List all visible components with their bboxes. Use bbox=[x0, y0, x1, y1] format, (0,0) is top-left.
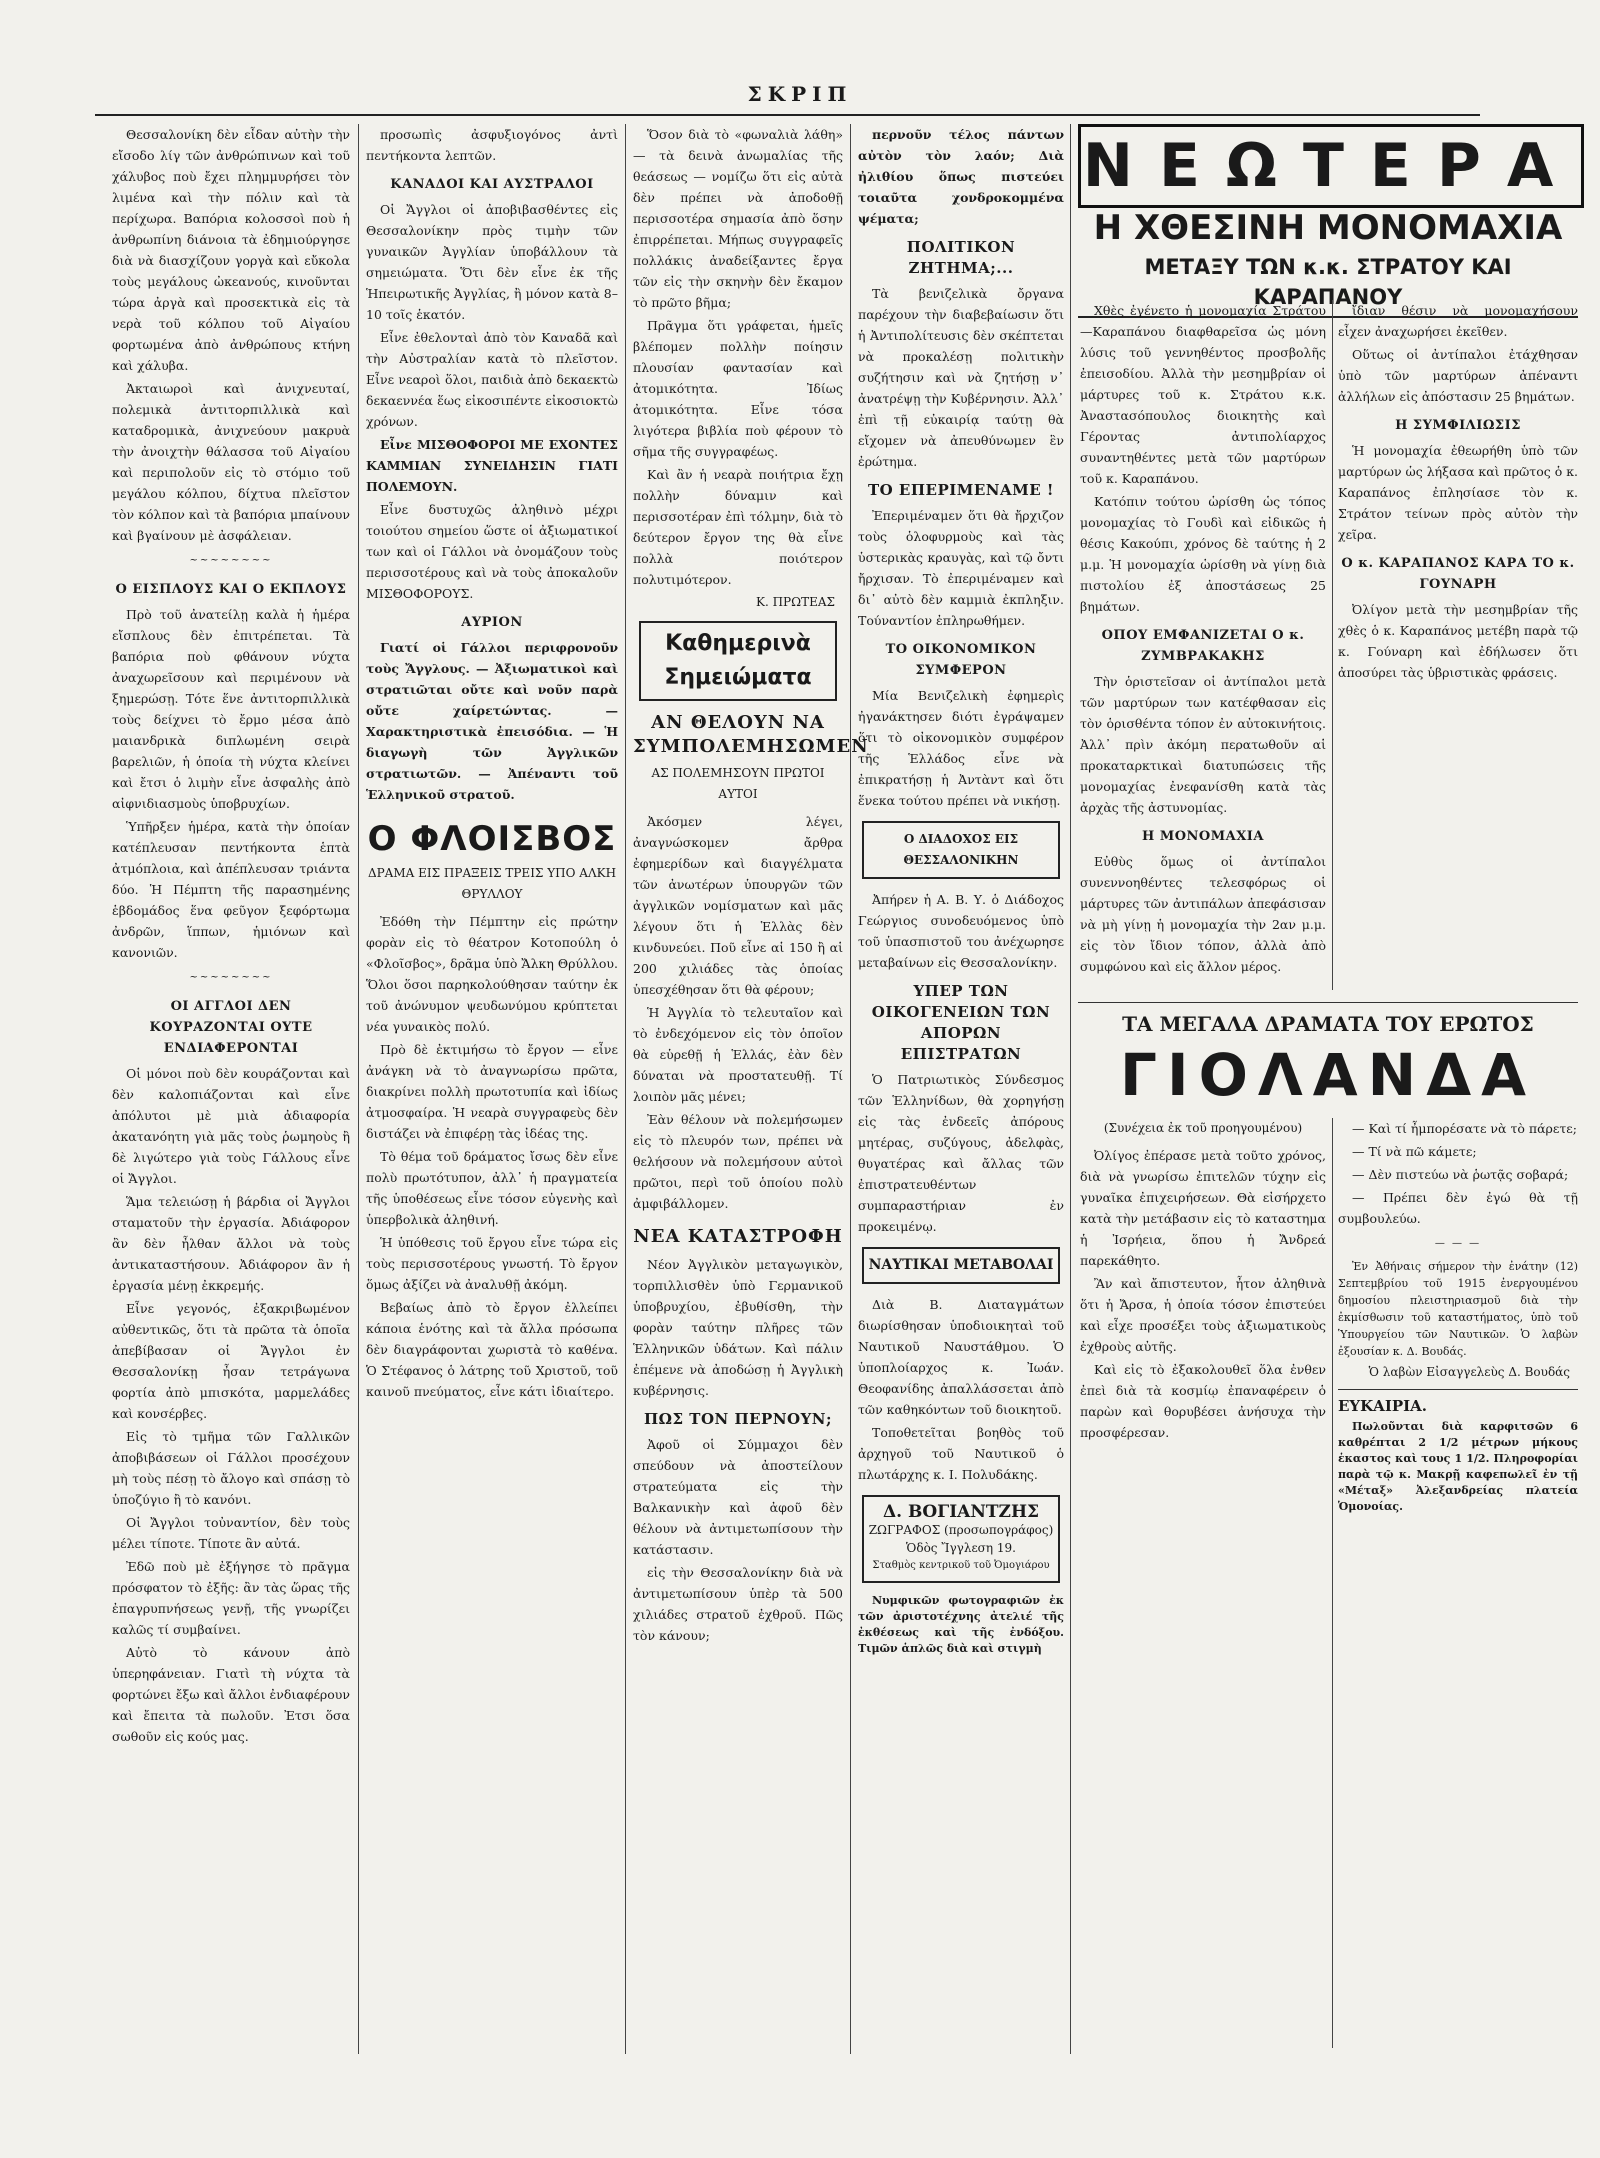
article-paragraph: Αὐτὸ τὸ κάνουν ἀπὸ ὑπερηφάνειαν. Γιατὶ τὴ νύχτα τὰ φορτώνει ἔξω καὶ ἄλλοι ἐνδιαφέρουν καὶ ἔπειτα τὰ πωλοῦν. Ἐτσι ὅσα σωθοῦν εἰς κούς μας. bbox=[112, 1645, 350, 1744]
section-heading: Η ΜΟΝΟΜΑΧΙΑ bbox=[1142, 829, 1264, 844]
article-paragraph: Νέον Ἀγγλικὸν μεταγωγικὸν, τορπιλλισθὲν ὑπὸ Γερμανικοῦ ὑποβρυχίου, ἐβυθίσθη, τὴν φορὰν ταύτην πλῆρες τῶν Ἑλληνικῶν ὑδάτων. Καὶ πάλιν ἐπέμενε νὰ ἀποδώσῃ ἡ Ἀγγλικὴ κυβέρνησις. bbox=[633, 1257, 843, 1398]
article-paragraph: Ἀκταιωροὶ καὶ ἀνιχνευταί, πολεμικὰ ἀντιτορπιλλικὰ καὶ καταδρομικὰ, ἀνιχνεύουν μακρυὰ τὴν ἀνοιχτὴν θάλασσα τοῦ Αἰγαίου καὶ περιπολοῦν εἰς τὸ στόμιο τοῦ μεγάλου κόλπου, δίχτυα πλεῖστον τὸν κόλπον καὶ τὰ βαπόρια μπαίνουν καὶ βγαίνουν μὲ ἀσφάλειαν. bbox=[112, 381, 350, 543]
article-paragraph: Οἱ μόνοι ποὺ δὲν κουράζονται καὶ δὲν καλοπιάζονται καὶ εἶνε ἀπόλυτοι μὲ μιὰ ἀδιαφορία ἀκατανόητη γιὰ μᾶς τοὺς ῥωμηοὺς ἢ δὲ λιγώτερο γιὰ τοὺς Γάλλους εἶνε οἱ Ἄγγλοι. bbox=[112, 1066, 350, 1186]
section-rule bbox=[1338, 1389, 1578, 1390]
section-subhead: ΑΣ ΠΟΛΕΜΗΣΟΥΝ ΠΡΩΤΟΙ ΑΥΤΟΙ bbox=[651, 766, 825, 801]
dialogue-line: — Δὲν πιστεύω νὰ ῥωτᾷς σοβαρά; bbox=[1352, 1167, 1569, 1182]
article-paragraph: Ἐπεριμέναμεν ὅτι θὰ ἤρχιζον τοὺς ὁλοφυρμοὺς καὶ τὰς ὑστερικὰς κραυγὰς, καὶ τῷ ὄντι ἤρχισαν. Τὸ ἐπεριμέναμεν καὶ δι᾽ αὐτὸ δὲν καμμιὰ ἐκπληξιν. Τούναντίον ἐπληρωθήμεν. bbox=[858, 508, 1064, 628]
article-paragraph: Μία Βενιζελικὴ ἐφημερὶς ἠγανάκτησεν διότι ἐγράψαμεν ὅτι τὸ οἰκονομικὸν συμφέρον τῆς Ἑλλάδος εἶνε νὰ ἐπικρατήσῃ ἡ Ἀντὰντ καὶ ὅτι ἕνεκα τούτου πρέπει νὰ νικήσῃ. bbox=[858, 688, 1064, 808]
column-3 bbox=[633, 124, 869, 2054]
article-paragraph: Χθὲς ἐγένετο ἡ μονομαχία Στράτου—Καραπάνου διαφθαρεῖσα ὡς μόνη λύσις τοῦ γεννηθέντος προσβολῆς ἐπεισοδίου. Ἀλλὰ τὴν μεσημβρίαν οἱ μάρτυρες τοῦ κ. Στράτου κ.κ. Ἀναστασόπουλος διοικητὴς καὶ Γέροντας ἀντιπολίαρχος συναντηθέντες μετὰ τῶν μαρτύρων τοῦ κ. Καραπάνου. bbox=[1080, 303, 1326, 486]
masthead-rule bbox=[95, 114, 1480, 116]
article-paragraph: προσωπὶς ἀσφυξιογόνος ἀντὶ πεντήκοντα λεπτῶν. bbox=[366, 127, 618, 163]
section-heading: ΤΟ ΟΙΚΟΝΟΜΙΚΟΝ ΣΥΜΦΕΡΟΝ bbox=[885, 642, 1037, 678]
notice-signature: Ὁ λαβὼν Εἰσαγγελεὺς Δ. Βουδάς bbox=[1368, 1365, 1570, 1379]
section-heading: ΥΠΕΡ ΤΩΝ ΟΙΚΟΓΕΝΕΙΩΝ ΤΩΝ ΑΠΟΡΩΝ ΕΠΙΣΤΡΑΤΩΝ bbox=[871, 982, 1051, 1063]
classified-text: Πωλοῦνται διὰ καρφιτσῶν 6 καθρέπται 2 1/2 μέτρων μήκους ἑκαστος καὶ τους 1 1/2. Πληροφορίαι παρὰ τῷ κ. Μακρῇ καφεπωλεῖ ἐν τῇ «Μέταξ» Ἀλεξανδρείας πλατεία Ὁμονοίας. bbox=[1338, 1420, 1578, 1513]
article-paragraph: Κατόπιν τούτου ὡρίσθη ὡς τόπος μονομαχίας τὸ Γουδὶ καὶ εἰδικῶς ἡ θέσις Κακούπι, χρόνος δὲ ταύτης ἡ 2 μ.μ. Ἡ μονομαχία ὡρίσθη νὰ γίνῃ διὰ πιστολίου ἐξ ἀποστάσεως 25 βημάτων. bbox=[1080, 494, 1326, 614]
article-paragraph: Εἶνε ΜΙΣΘΟΦΟΡΟΙ ΜΕ ΕΧΟΝΤΕΣ ΚΑΜΜΙΑΝ ΣΥΝΕΙΔΗΣΙΝ ΓΙΑΤΙ ΠΟΛΕΜΟΥΝ. bbox=[366, 437, 618, 494]
advert-address: Ὁδὸς Ἴγγλεση 19. bbox=[906, 1541, 1016, 1555]
article-paragraph: Τὰ βενιζελικὰ ὄργανα παρέχουν τὴν διαβεβαίωσιν ὅτι ἡ Ἀντιπολίτευσις δὲν σκέπτεται νὰ προκαλέσῃ πολιτικὴν συζήτησιν καὶ νὰ ζητήσῃ ν᾽ ἀνατρέψῃ τὴν Κυβέρνησιν. Ἀλλ᾽ ἐπὶ τῇ εὐκαιρίᾳ ταύτῃ θὰ εἴχομεν νὰ ἀπευθύνωμεν ἓν ἐρώτημα. bbox=[858, 286, 1064, 469]
advert-name: Δ. ΒΟΓΙΑΝΤΖΗΣ bbox=[882, 1502, 1040, 1522]
article-paragraph: Διὰ Β. Διαταγμάτων διωρίσθησαν ὑποδιοικηταὶ τοῦ Ναυτικοῦ Ναυστάθμου. Ὁ ὑποπλοίαρχος κ. Ἰωάν. Θεοφανίδης ἀπαλλάσσεται ἀπὸ τῶν καθηκόντων τοῦ διοικητοῦ. bbox=[858, 1297, 1064, 1417]
column-divider bbox=[1332, 1118, 1333, 2048]
section-rule bbox=[1078, 1002, 1578, 1003]
article-paragraph: Οὕτως οἱ ἀντίπαλοι ἐτάχθησαν ὑπὸ τῶν μαρτύρων ἀπέναντι ἀλλήλων εἰς ἀπόστασιν 25 βημάτων. bbox=[1338, 347, 1578, 404]
main-subheadline: ΜΕΤΑΞΥ ΤΩΝ κ.κ. ΣΤΡΑΤΟΥ ΚΑΙ ΚΑΡΑΠΑΝΟΥ bbox=[1078, 252, 1578, 318]
boxed-heading: ΝΑΥΤΙΚΑΙ ΜΕΤΑΒΟΛΑΙ bbox=[862, 1247, 1060, 1284]
article-paragraph: Καὶ ἂν ἡ νεαρὰ ποιήτρια ἔχῃ πολλὴν δύναμιν καὶ περισσοτέραν ἐπὶ τόλμην, διὰ τὸ δεύτερον ἔργον της θὰ εἶνε πολλὰ ποιότερον πολυτιμότερον. bbox=[633, 467, 843, 587]
advert-note: Σταθμὸς κεντρικοῦ τοῦ Ὀμογιάρου bbox=[872, 1560, 1050, 1571]
section-heading: ΟΠΟΥ ΕΜΦΑΝΙΖΕΤΑΙ Ο κ. ΖΥΜΒΡΑΚΑΚΗΣ bbox=[1101, 628, 1305, 664]
article-paragraph: Εἶνε ἐθελονταὶ ἀπὸ τὸν Καναδᾶ καὶ τὴν Αὐστραλίαν κατὰ τὸ πλεῖστον. Εἶνε νεαροὶ ὅλοι, παιδιὰ ἀπὸ δεκαεκτὼ δεκαεννέα ἕως εἰκοσιπέντε εἰκοσιοκτὼ χρόνων. bbox=[366, 330, 618, 429]
column-divider bbox=[1070, 124, 1071, 2054]
section-headline: ΝΕΑ ΚΑΤΑΣΤΡΟΦΗ bbox=[633, 1226, 843, 1247]
article-paragraph: Εἰς τὸ τμῆμα τῶν Γαλλικῶν ἀποβιβάσεων οἱ Γάλλοι προσέχουν μὴ τοὺς πέσῃ τὸ ἄλογο καὶ σπάσῃ τὸ ὑποζύγιο ἢ τὸ κανόνι. bbox=[112, 1429, 350, 1507]
column-stamp: Καθημερινὰ Σημειώματα bbox=[639, 621, 837, 701]
column-5b bbox=[1338, 300, 1578, 1000]
article-paragraph: Ὁ Πατριωτικὸς Σύνδεσμος τῶν Ἑλληνίδων, θὰ χορηγήσῃ εἰς τὰς ἐνδεεῖς ἀπόρους μητέρας, συζύγους, ἀδελφὰς, θυγατέρας καὶ ἄλλας τῶν ἐπιστρατευθέντων συμπαραστήριαν ἐν προκειμένῳ. bbox=[858, 1072, 1064, 1234]
play-title: Ο ΦΛΟΙΣΒΟΣ bbox=[367, 819, 617, 859]
article-paragraph: Ἐδόθη τὴν Πέμπτην εἰς πρώτην φορὰν εἰς τὸ θέατρον Κοτοπούλη ὁ «Φλοῖσβος», δρᾶμα ὑπὸ Ἄλκη Θρύλλου. Ὅλοι ὅσοι παρηκολούθησαν ταύτην ἐκ τοῦ ἀνώνυμον ψευδωνύμου κρύπτεται νέα γυναικὸς πολύ. bbox=[366, 914, 618, 1034]
article-paragraph: Εἶνε δυστυχῶς ἀληθινὸ μέχρι τοιούτου σημείου ὥστε οἱ ἀξιωματικοί των καὶ οἱ Γάλλοι νὰ ὀνομάζουν τοὺς περισσοτέρους καὶ νὰ τοὺς ἀποκαλοῦν ΜΙΣΘΟΦΟΡΟΥΣ. bbox=[366, 502, 618, 601]
article-paragraph: Ὀλίγος ἐπέρασε μετὰ τοῦτο χρόνος, διὰ νὰ γνωρίσω ἐπιτελῶν τύχην εἰς γυναῖκα ἐπιχειρήσεων. Θὰ εἰσήρχετο κατὰ τὴν μετάβασιν εἰς τὸ καταστημα ἡ Ἰσρήεια, ὅπου ἡ Ἄνδρεά παρεκάθητο. bbox=[1080, 1148, 1326, 1268]
serial-title: ΓΙΟΛΑΝΔΑ bbox=[1120, 1041, 1536, 1109]
teaser-text: Γιατί οἱ Γάλλοι περιφρονοῦν τοὺς Ἄγγλους. — Ἀξιωματικοὶ καὶ στρατιῶται οὔτε καὶ νοῦν παρὰ οὔτε χαίρετώντας. — Χαρακτηριστικὰ ἐπεισόδια. — Ἡ διαγωγὴ τῶν Ἀγγλικῶν στρατιωτῶν. — Ἀπέναντι τοῦ Ἑλληνικοῦ στρατοῦ. bbox=[366, 640, 618, 802]
section-heading: Ο κ. ΚΑΡΑΠΑΝΟΣ ΚΑΡΑ ΤΟ κ. ΓΟΥΝΑΡΗ bbox=[1341, 556, 1575, 592]
dialogue-line: — Πρέπει δὲν ἐγώ θὰ τῇ συμβουλεύω. bbox=[1338, 1190, 1578, 1226]
section-headline: ΑΝ ΘΕΛΟΥΝ ΝΑ ΣΥΜΠΟΛΕΜΗΣΩΜΕΝ bbox=[633, 712, 869, 757]
article-paragraph: εἰς τὴν Θεσσαλονίκην διὰ νὰ ἀντιμετωπίσουν ὑπὲρ τὰ 500 χιλιάδες στρατοῦ ἐχθροῦ. Πῶς τὸν κάνουν; bbox=[633, 1565, 843, 1643]
article-paragraph: Εἶνε γεγονός, ἐξακριβωμένον αὐθεντικῶς, ὅτι τὰ πρῶτα τὰ ὁποῖα ἀπεβίβασαν οἱ Ἄγγλοι ἐν Θεσσαλονίκῃ ἦσαν τετράγωνα φορτία ἀπὸ μπισκότα, μαρμελάδες καὶ κονσέρβες. bbox=[112, 1301, 350, 1421]
article-paragraph: Οἱ Ἄγγλοι οἱ ἀποβιβασθέντες εἰς Θεσσαλονίκην πρὸς τιμὴν τῶν γυναικῶν Ἀγγλίαν ὑποβάλλουν τὰ σημειώματα. Ὅτι δὲν εἶνε ἐκ τῆς Ἡπειρωτικῆς Ἀγγλίας, ἢ μόνον κατὰ 8–10 τοῖς ἑκατόν. bbox=[366, 202, 618, 322]
column-2 bbox=[366, 124, 618, 2054]
article-paragraph: Ἀκόσμεν λέγει, ἀναγνώσκομεν ἄρθρα ἐφημερίδων καὶ διαγγέλματα τῶν ἀνωτέρων ὑπουργῶν τῶν ἀγγλικῶν νομίσματων καὶ μᾶς λέγουν ὅτι ἡ Ἑλλὰς δὲν κινδυνεύει. Ποῦ εἶνε αἱ 150 ἢ αἱ 200 χιλιάδες τὰς ὁποίας ὑπεσχέθησαν ὅτι θὰ φέρουν; bbox=[633, 814, 843, 997]
article-paragraph: Οἱ Ἄγγλοι τοὐναντίον, δὲν τοὺς μέλει τίποτε. Τίποτε ἂν αὐτά. bbox=[112, 1515, 350, 1551]
column-divider bbox=[850, 124, 851, 2054]
article-paragraph: Ἡ Ἀγγλία τὸ τελευταῖον καὶ τὸ ἐνδεχόμενον εἰς τὸν ὁποῖον θὰ εὑρεθῇ ἡ Ἑλλάς, ἐὰν δὲν δύναται νὰ προστατευθῇ. Τί λοιπὸν μᾶς μένει; bbox=[633, 1005, 843, 1104]
article-paragraph: Ἀφοῦ οἱ Σύμμαχοι δὲν σπεύδουν νὰ ἀποστείλουν στρατεύματα εἰς τὴν Βαλκανικὴν καὶ ἀφοῦ δὲν θέλουν νὰ ἀντιμετωπίσουν τὴν κατάστασιν. bbox=[633, 1437, 843, 1557]
article-paragraph: Ἀπήρεν ἡ Α. Β. Υ. ὁ Διάδοχος Γεώργιος συνοδευόμενος ὑπὸ τοῦ ὑπασπιστοῦ του ἀνέχωρησε μεταβαίνων εἰς Θεσσαλονίκην. bbox=[858, 892, 1064, 970]
separator: ~~~~~~~~ bbox=[189, 555, 273, 566]
painter-advert bbox=[862, 1495, 1060, 1583]
article-paragraph: Πρᾶγμα ὅτι γράφεται, ἡμεῖς βλέπομεν πολλὴν ποίησιν πλουσίαν φαντασίαν καὶ ἀτομικότητα. Ἰδίως ἀτομικότητα. Εἶνε τόσα λιγότερα βιβλία ποὺ φέρουν τὸ σῆμα τῆς συγγραφέως. bbox=[633, 318, 843, 459]
serial-heading: ΤΑ ΜΕΓΑΛΑ ΔΡΑΜΑΤΑ ΤΟΥ ΕΡΩΤΟΣ bbox=[1122, 1012, 1534, 1036]
dialogue-line: — Καὶ τί ἦμπορέσατε νὰ τὸ πάρετε; bbox=[1352, 1121, 1577, 1136]
classified-title: ΕΥΚΑΙΡΙΑ. bbox=[1338, 1397, 1427, 1415]
column-divider bbox=[358, 124, 359, 2054]
article-paragraph: Ἅμα τελειώσῃ ἡ βάρδια οἱ Ἄγγλοι σταματοῦν τὴν ἐργασία. Ἀδιάφορον ἂν δὲν ἦλθαν ἄλλοι νὰ τοὺς ἀντικαταστήσουν. Ἀδιάφορον ἂν ἡ ἐργασία μένῃ ἐκκρεμής. bbox=[112, 1194, 350, 1293]
article-paragraph: Ἡ μονομαχία ἐθεωρήθη ὑπὸ τῶν μαρτύρων ὡς λήξασα καὶ πρῶτος ὁ κ. Καραπάνος ἐπλησίασε τὸν κ. Στράτον τείνων πρὸς αὐτὸν τὴν χεῖρα. bbox=[1338, 443, 1578, 542]
advert-text: Νυμφικῶν φωτογραφιῶν ἐκ τῶν ἀριστοτέχνης ἀτελιέ τῆς ἐκθέσεως καὶ τῆς ἐνδόξου. Τιμῶν ἁπλῶς διὰ καὶ στιγμὴ bbox=[858, 1594, 1064, 1655]
article-paragraph: Εὐθὺς ὅμως οἱ ἀντίπαλοι συνεννοηθέντες τελεσφόρως οἱ μάρτυρες τῶν ἀντιπάλων ἀπεφάσισαν νὰ μὴ γίνῃ ἡ μονομαχία τὴν 2αν μ.μ. εἰς τὸν ἴδιον τόπον, ἀλλὰ ἀπὸ συμφώνου καὶ εἰς ἄλλον μέρος. bbox=[1080, 854, 1326, 974]
dialogue-line: — Τί νὰ πῶ κάμετε; bbox=[1352, 1144, 1477, 1159]
author-signature: Κ. ΠΡΩΤΕΑΣ bbox=[756, 595, 835, 609]
separator: ~~~~~~~~ bbox=[189, 972, 273, 983]
column-5d bbox=[1338, 1118, 1578, 2048]
article-paragraph: Βεβαίως ἀπὸ τὸ ἔργον ἐλλείπει κάποια ἑνότης καὶ τὰ ἄλλα πρόσωπα δὲν διαγράφονται χωριστὰ τὸ καθένα. Ὁ Στέφανος ὁ λάτρης τοῦ Χριστοῦ, τοῦ καινοῦ πνεύματος, εἶνε κάτι ἰδιαίτερο. bbox=[366, 1300, 618, 1399]
continuation-note: (Συνέχεια ἐκ τοῦ προηγουμένου) bbox=[1103, 1121, 1303, 1135]
article-paragraph: Τὴν ὁριστεῖσαν οἱ ἀντίπαλοι μετὰ τῶν μαρτύρων των κατέφθασαν εἰς τὸν ὁρισθέντα τόπον ἐν αὐτοκινήτοις. Ἀλλ᾽ πρὶν ἀκόμη περατωθοῦν αἱ προκαταρκτικαὶ διατυπώσεις τῆς μονομαχίας ἐνεφανίσθη κατὰ τὰς ἀρχὰς τῆς ἀστυνομίας. bbox=[1080, 674, 1326, 815]
article-paragraph: Τὸ θέμα τοῦ δράματος ἴσως δὲν εἶνε πολὺ πρωτότυπον, ἀλλ᾽ ἡ πραγματεία τῆς ὑποθέσεως εἶνε τόσον εὐγενὴς καὶ ὑπερβολικὰ ἀληθινή. bbox=[366, 1149, 618, 1227]
advert-role: ΖΩΓΡΑΦΟΣ (προσωπογράφος) bbox=[868, 1523, 1054, 1537]
article-paragraph: Πρὸ δὲ ἐκτιμήσω τὸ ἔργον — εἶνε ἀνάγκη νὰ τὸ ἀναγνωρίσω πρῶτα, διακρίνει πολλὴ πρωτοτυπία καὶ ἰδίως ἀτμοσφαίρα. Ἡ νεαρὰ συγγραφεὺς δὲν διστάζει νὰ ἐπιφέρῃ τὰς ἰδέας της. bbox=[366, 1042, 618, 1141]
section-heading: Ο ΕΙΣΠΛΟΥΣ ΚΑΙ Ο ΕΚΠΛΟΥΣ bbox=[115, 582, 347, 597]
section-heading: ΠΟΛΙΤΙΚΟΝ ΖΗΤΗΜΑ;... bbox=[906, 238, 1016, 277]
column-5c bbox=[1080, 1118, 1326, 2048]
ad-heading: ΑΥΡΙΟΝ bbox=[461, 615, 523, 630]
article-paragraph: Καὶ εἰς τὸ ἐξακολουθεῖ ὅλα ἐνθεν ἐπεὶ διὰ τὰ κοσμίῳ ἐπαναφέρειν ὁ παρὼν καὶ θορυβέσει ἀνήσυχα τὴν προσφέρεσαν. bbox=[1080, 1362, 1326, 1440]
section-heading: ΠΩΣ ΤΟΝ ΠΕΡΝΟΥΝ; bbox=[643, 1410, 833, 1428]
article-paragraph: Ἐὰν θέλουν νὰ πολεμήσωμεν εἰς τὸ πλευρόν των, πρέπει νὰ θελήσουν νὰ πολεμήσουν αὐτοὶ πρῶτοι, περὶ τοῦ ὁποίου πολὺ ἀμφιβάλλομεν. bbox=[633, 1112, 843, 1211]
official-notice: Ἐν Ἀθήναις σήμερον τὴν ἐνάτην (12) Σεπτεμβρίου τοῦ 1915 ἐνεργουμένου δημοσίου πλειστηριασμοῦ διὰ τὴν ἐκμίσθωσιν τοῦ καταστήματος, ὑπὸ τοῦ Ὑπουργείου τῶν Ναυτικῶν. Ὁ λαβὼν ἐξουσίαν κ. Δ. Βουδάς. bbox=[1338, 1260, 1578, 1358]
article-paragraph: Ἂν καὶ ἄπιστευτον, ἦτον ἀληθινὰ ὅτι ἡ Ἄρσα, ἡ ὁποία τόσον ἐπιστεύει καὶ εἶχε προσέξει τοὺς ἀξιωματικοὺς ἐχθροὺς αὐτῆς. bbox=[1080, 1276, 1326, 1354]
article-paragraph: Ἐδῶ ποὺ μὲ ἐξήγησε τὸ πρᾶγμα πρόσφατον τὸ ἐξῆς: ἂν τὰς ὥρας τῆς ἐπαγρυπνήσεως γενῇ, τῆς γνωρίζει καλῶς τί συμβαίνει. bbox=[112, 1559, 350, 1637]
section-heading: ΤΟ ΕΠΕΡΙΜΕΝΑΜΕ ! bbox=[867, 481, 1054, 499]
column-5a bbox=[1080, 300, 1326, 1000]
article-paragraph: Ὑπῆρξεν ἡμέρα, κατὰ τὴν ὁποίαν κατέπλευσαν πεντήκοντα ἑπτὰ ἀτμόπλοια, καὶ ἀπέπλευσαν τριάντα δύο. Ἡ Πέμπτη τῆς παρασημένης ἑβδομάδος ἕνα φεῦγον ξεφόρτωμα ἀνδρῶν, ἵππων, ἡμιόνων καὶ κανονιῶν. bbox=[112, 819, 350, 960]
article-paragraph: περνοῦν τέλος πάντων αὐτὸν τὸν λαόν; Διὰ ἠλιθίου ὅπως πιστεύει τοιαῦτα χονδροκομμένα ψέματα; bbox=[858, 127, 1064, 226]
section-heading: ΚΑΝΑΔΟΙ ΚΑΙ ΑΥΣΤΡΑΛΟΙ bbox=[390, 177, 594, 192]
section-heading: Η ΣΥΜΦΙΛΙΩΣΙΣ bbox=[1395, 418, 1521, 433]
column-1 bbox=[112, 124, 350, 2054]
article-paragraph: ἴδιαν θέσιν νὰ μονομαχήσουν εἶχεν ἀναχωρήσει ἐκεῖθεν. bbox=[1338, 303, 1578, 339]
column-divider bbox=[1332, 300, 1333, 990]
article-paragraph: Ὅσον διὰ τὸ «φωναλιὰ λάθη» — τὰ δεινὰ ἀνωμαλίας τῆς θεάσεως — νομίζω ὅτι εἰς αὐτὰ δὲν πρέπει νὰ ἀποδοθῇ περισσοτέρα σημασία ἀπὸ ὅσην ἐπιρρέπεται. Μήπως συγγραφεῖς πολλάκις ἀναδείξαντες ἔργα τῶν εἰς τὴν σκηνὴν δὲν ἔκαμον τὸ πρῶτο βῆμα; bbox=[633, 127, 843, 310]
column-4 bbox=[858, 124, 1064, 2054]
article-paragraph: Τοποθετεῖται βοηθὸς τοῦ ἀρχηγοῦ τοῦ Ναυτικοῦ ὁ πλωτάρχης κ. Ι. Πολυδάκης. bbox=[858, 1425, 1064, 1482]
section-heading: ΟΙ ΑΓΓΛΟΙ ΔΕΝ ΚΟΥΡΑΖΟΝΤΑΙ ΟΥΤΕ ΕΝΔΙΑΦΕΡΟΝΤΑΙ bbox=[149, 999, 313, 1056]
article-paragraph: Πρὸ τοῦ ἀνατείλῃ καλὰ ἡ ἡμέρα εἴσπλους δὲν ἐπιτρέπεται. Τὰ βαπόρια ποὺ φθάνουν νύχτα ἀναχωρεῖσουν καὶ περιμένουν νὰ ξημερώσῃ. Τότε ἕνε ἀντιτορπιλλικὰ τοὺς δείχνει τὸ ἔρμο μέσα ἀπὸ μαιανδρικὰ διπλωμένη σειρὰ βαρελιῶν, ἡ ὁποία τὴ νύχτα κλείνει καὶ ἔτσι ὁ λιμὴν εἶνε ἀσφαλὴς ἀπὸ αἰφνιδιασμοὺς ὑποβρυχίων. bbox=[112, 607, 350, 811]
masthead bbox=[0, 0, 1600, 118]
separator: — — — bbox=[1434, 1238, 1482, 1249]
article-paragraph: Ἡ ὑπόθεσις τοῦ ἔργου εἶνε τώρα εἰς τοὺς περισσοτέρους γνωστή. Τὸ ἔργον ὅμως ἀξίζει νὰ ἀναλυθῇ ἀκόμη. bbox=[366, 1235, 618, 1292]
article-paragraph: Ὀλίγον μετὰ τὴν μεσημβρίαν τῆς χθὲς ὁ κ. Καραπάνος μετέβη παρὰ τῷ κ. Γούναρη καὶ ἐδήλωσεν ὅτι ἀποσύρει τὰς ὑβριστικὰς φράσεις. bbox=[1338, 602, 1578, 680]
banner-neotera: ΝΕΩΤΕΡΑ bbox=[1078, 124, 1584, 208]
newspaper-title: ΣΚΡΙΠ bbox=[747, 82, 853, 106]
main-headline: Η ΧΘΕΣΙΝΗ ΜΟΝΟΜΑΧΙΑ bbox=[1093, 208, 1563, 248]
play-subtitle: ΔΡΑΜΑ ΕΙΣ ΠΡΑΞΕΙΣ ΤΡΕΙΣ ΥΠΟ ΑΛΚΗ ΘΡΥΛΛΟΥ bbox=[367, 866, 617, 901]
article-paragraph: Θεσσαλονίκη δὲν εἶδαν αὐτὴν τὴν εἴσοδο λίγ τῶν ἀνθρώπινων καὶ τοῦ χάλυβος ποὺ ἔχει πλημμυρήσει τὸν λιμένα καὶ τὴν πόλιν καὶ τὰ περίχωρα. Βαπόρια κολοσσοὶ ποὺ ἡ ἀνθρωπίνη διάνοια τὰ ἐδημιούργησε διὰ νὰ διασχίζουν γοργὰ καὶ εὔκολα τοὺς μεγάλους ὠκεανούς, κινοῦνται τώρα ἀργὰ καὶ προσεκτικὰ εἰς τὰ νερὰ τοῦ κόλπου τοῦ Αἰγαίου φορτωμένα ἀπὸ ἀνθρώπους κτήνη καὶ χάλυβα. bbox=[112, 127, 350, 373]
column-divider bbox=[625, 124, 626, 2054]
boxed-heading: Ο ΔΙΑΔΟΧΟΣ ΕΙΣ ΘΕΣΣΑΛΟΝΙΚΗΝ bbox=[862, 821, 1060, 879]
